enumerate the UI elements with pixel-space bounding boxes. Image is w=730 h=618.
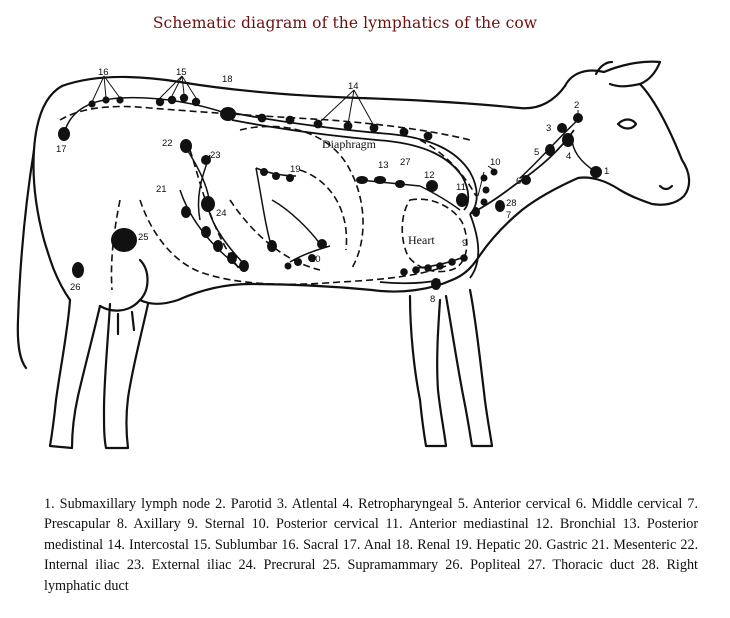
legend-item: 6. Middle cervical [575, 496, 683, 512]
node-label-5: 5 [534, 147, 540, 158]
node-label-19: 19 [290, 164, 301, 175]
node-label-8: 8 [430, 294, 436, 305]
legend-item: 4. Retropharyngeal [342, 496, 453, 512]
legend-item: 1. Submaxillary lymph node [44, 496, 211, 512]
legend-item: 14. Intercostal [107, 536, 189, 553]
legend-item: 23. External iliac [126, 557, 232, 574]
legend-item: 9. Sternal [187, 516, 245, 533]
node-label-25: 25 [138, 232, 149, 243]
node-label-11: 11 [456, 182, 466, 193]
node-label-27: 27 [400, 157, 411, 168]
legend-item: 7. Prescapular [44, 496, 699, 533]
legend [44, 494, 698, 596]
legend-item: 3. Atlental [276, 496, 338, 512]
node-label-17: 17 [56, 144, 67, 155]
legend-item: 28. Right lymphatic duct [44, 557, 698, 594]
legend-item: 17. Anal [342, 536, 392, 553]
legend-item: 11. Anterior mediastinal [385, 516, 529, 533]
node-label-12: 12 [424, 170, 435, 181]
cow-outline [18, 62, 689, 448]
node-label-9: 9 [462, 238, 468, 249]
node-label-23: 23 [210, 150, 221, 161]
legend-item: 22. Internal iliac [44, 536, 699, 574]
node-label-7: 7 [506, 210, 512, 221]
node-label-26: 26 [70, 282, 81, 293]
legend-item: 5. Anterior cervical [457, 496, 571, 512]
node-label-16: 16 [98, 67, 109, 78]
legend-item: 13. Posterior medistinal [44, 516, 699, 553]
legend-item: 15. Sublumbar [193, 536, 278, 553]
node-label-1: 1 [604, 166, 610, 177]
node-label-2: 2 [574, 100, 580, 111]
node-label-22: 22 [162, 138, 173, 149]
legend-item: 27. Thoracic duct [527, 557, 635, 574]
node-label-14: 14 [348, 81, 359, 92]
legend-item: 26. Popliteal [445, 557, 521, 574]
node-label-18: 18 [222, 74, 233, 85]
legend-item: 20. Gastric [524, 536, 588, 553]
node-label-24: 24 [216, 208, 227, 219]
node-label-4: 4 [566, 151, 572, 162]
node-number-labels [56, 67, 609, 305]
thoracic-duct [228, 112, 574, 283]
node-label-6: 6 [516, 176, 522, 187]
diagram-title: Schematic diagram of the lymphatics of the cow [152, 14, 538, 32]
legend-item: 24. Precrural [238, 557, 316, 574]
legend-item: 10. Posterior cervical [251, 516, 379, 533]
node-label-3: 3 [546, 123, 552, 134]
node-label-28: 28 [506, 198, 517, 209]
legend-item: 18. Renal [395, 536, 451, 553]
node-label-13: 13 [378, 160, 389, 171]
node-label-21: 21 [156, 184, 167, 195]
diaphragm-label: Diaphragm [322, 137, 376, 151]
legend-item: 19. Hepatic [454, 536, 521, 553]
legend-item: 8. Axillary [116, 516, 181, 533]
node-label-10: 10 [490, 157, 501, 168]
organ-outlines [60, 107, 476, 291]
legend-item: 16. Sacral [281, 536, 339, 553]
node-label-15: 15 [176, 67, 187, 78]
legend-item: 21. Mesenteric [591, 536, 677, 553]
heart-label: Heart [408, 233, 435, 247]
legend-item: 25. Supramammary [322, 557, 439, 574]
legend-item: 2. Parotid [215, 496, 272, 512]
legend-item: 12. Bronchial [535, 516, 616, 533]
node-label-20: 20 [310, 254, 321, 265]
